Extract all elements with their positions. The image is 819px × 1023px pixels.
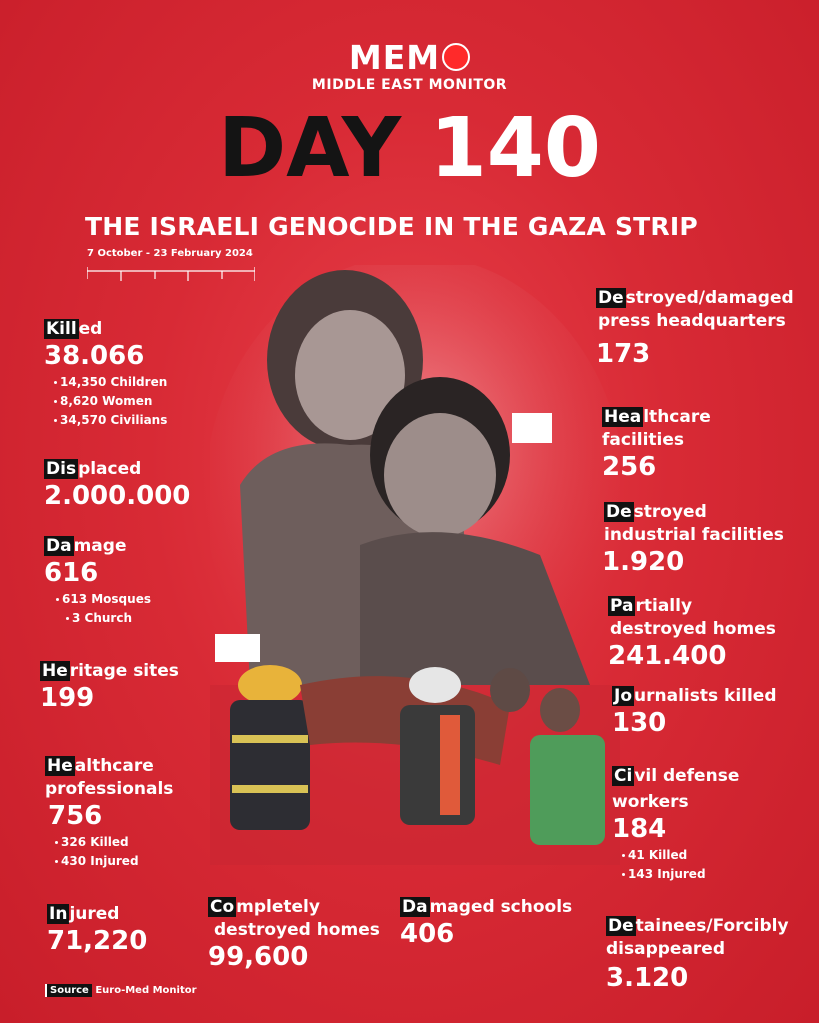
stat-injured xyxy=(47,903,147,956)
logo-dot-icon xyxy=(442,43,470,71)
stat-value: 2.000.000 xyxy=(44,480,191,511)
stat-label: De stroyed/damaged xyxy=(598,288,794,308)
stat-label-line2: destroyed homes xyxy=(214,919,380,940)
stat-label: De tainees/Forcibly xyxy=(608,916,789,936)
stat-label: Kill ed xyxy=(46,319,103,339)
stat-damage xyxy=(44,535,151,628)
stat-value: 71,220 xyxy=(47,925,148,956)
page-title xyxy=(0,101,819,196)
day-label: DAY xyxy=(218,101,402,196)
stat-value: 130 xyxy=(612,707,667,738)
stat-killed xyxy=(44,318,167,430)
stat-value: 1.920 xyxy=(602,546,685,577)
stat-item: 143 Injured xyxy=(622,865,739,884)
date-range: 7 October - 23 February 2024 xyxy=(87,248,253,259)
stat-item: 430 Injured xyxy=(55,852,173,871)
stat-value: 756 xyxy=(48,800,103,831)
headline: THE ISRAELI GENOCIDE IN THE GAZA STRIP xyxy=(85,212,698,241)
stat-label: Dis placed xyxy=(46,459,142,479)
stat-item: 41 Killed xyxy=(622,846,739,865)
stat-value: 38.066 xyxy=(44,340,145,371)
stat-item: 613 Mosques xyxy=(56,590,151,609)
stat-label: Hea lthcare xyxy=(604,407,711,427)
stat-item: 3 Church xyxy=(56,609,151,628)
photo-collage xyxy=(210,265,620,865)
stat-label: Jo urnalists killed xyxy=(614,686,777,706)
stat-journalists-killed xyxy=(612,685,777,738)
day-number: 140 xyxy=(429,101,601,196)
source-label: Source xyxy=(45,984,92,997)
stat-label-line2: workers xyxy=(612,791,689,812)
source-note xyxy=(45,985,197,996)
stat-label: He althcare xyxy=(47,756,154,776)
stat-value: 406 xyxy=(400,918,455,949)
stat-label: He ritage sites xyxy=(42,661,179,681)
stat-civil-defense-workers xyxy=(612,765,739,884)
stat-value: 199 xyxy=(40,682,95,713)
stat-value: 173 xyxy=(596,338,651,369)
logo xyxy=(0,38,819,77)
stat-value: 241.400 xyxy=(608,640,727,671)
accent-band xyxy=(215,634,260,662)
stat-label: Pa rtially xyxy=(610,596,693,616)
stat-healthcare-facilities xyxy=(602,406,711,482)
stat-value: 3.120 xyxy=(606,962,689,993)
logo-subtitle: MIDDLE EAST MONITOR xyxy=(311,77,508,93)
stat-value: 184 xyxy=(612,813,667,844)
stat-label-line2: professionals xyxy=(45,778,174,799)
stat-partially-destroyed-homes xyxy=(608,595,776,671)
stat-item: 8,620 Women xyxy=(54,392,167,411)
stat-label-line2: press headquarters xyxy=(598,310,786,331)
stat-value: 99,600 xyxy=(208,941,309,972)
stat-industrial-facilities xyxy=(604,501,784,577)
logo-text: MEM xyxy=(348,38,441,77)
stat-heritage xyxy=(40,660,179,713)
stat-label: In jured xyxy=(49,904,120,924)
stat-label: Da maged schools xyxy=(402,897,573,917)
stat-label-line2: destroyed homes xyxy=(610,618,776,639)
stat-displaced xyxy=(44,458,190,511)
stat-label: De stroyed xyxy=(606,502,707,522)
source-text: Euro-Med Monitor xyxy=(95,985,197,996)
stat-label-line2: facilities xyxy=(602,429,685,450)
stat-value: 616 xyxy=(44,557,99,588)
accent-band xyxy=(512,413,552,443)
stat-detainees xyxy=(606,915,789,993)
stat-healthcare-professionals xyxy=(45,755,173,871)
stat-label-line2: disappeared xyxy=(606,938,726,959)
stat-item: 14,350 Children xyxy=(54,373,167,392)
stat-label-line2: industrial facilities xyxy=(604,524,784,545)
stat-damaged-schools xyxy=(400,896,572,949)
stat-item: 326 Killed xyxy=(55,833,173,852)
stat-completely-destroyed-homes xyxy=(208,896,380,972)
stat-label: Ci vil defense xyxy=(614,766,740,786)
stat-item: 34,570 Civilians xyxy=(54,411,167,430)
stat-label: Co mpletely xyxy=(210,897,320,917)
stat-value: 256 xyxy=(602,451,657,482)
stat-label: Da mage xyxy=(46,536,127,556)
stat-press-headquarters xyxy=(596,287,794,369)
